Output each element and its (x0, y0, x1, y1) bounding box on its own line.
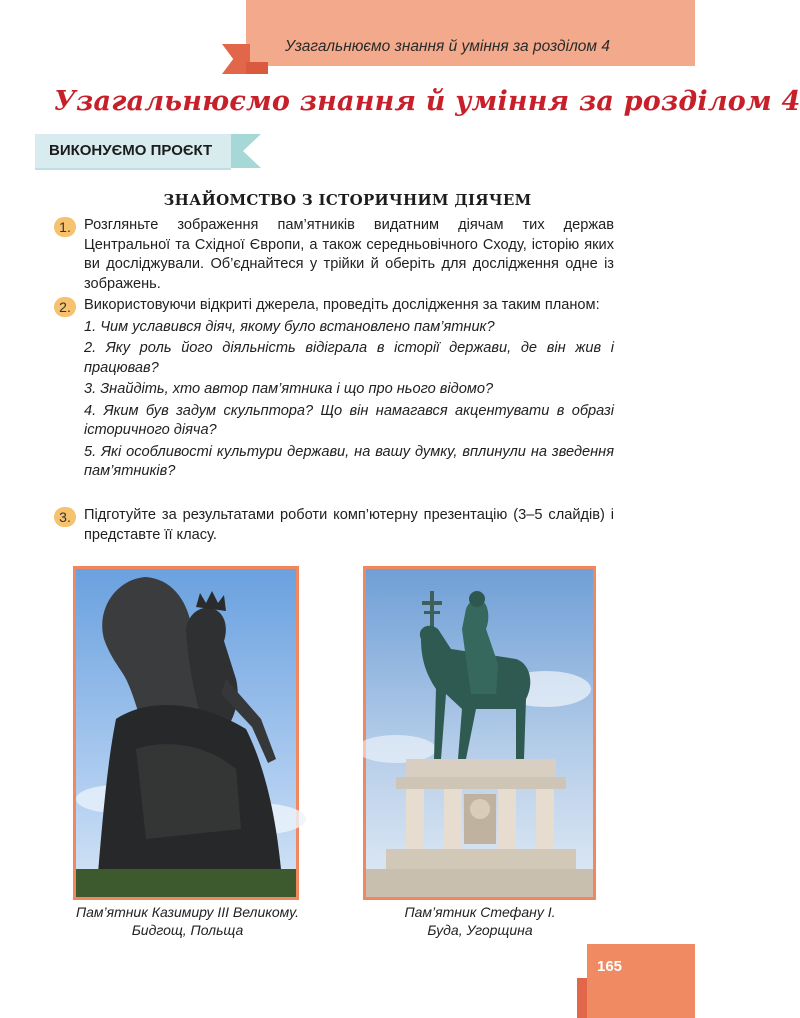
project-label (35, 134, 231, 168)
caption-line: Пам’ятник Стефану І. (404, 904, 556, 920)
statue-illustration (76, 569, 296, 897)
figure-caption (350, 903, 610, 939)
plan-item: 1. Чим уславився діяч, якому було встановлено пам’ятник? (84, 318, 495, 335)
task-text: Розгляньте зображення пам’ятників видатним діячам тих держав Центральної та Східної Європи, а також середньовічного Сходу, історію яких ви досліджували. Об’єднайтеся у трійки й оберіть для дослідження одне із зображень. (84, 217, 614, 292)
caption-line: Пам’ятник Казимиру III Великому. (75, 904, 300, 920)
task-number-badge: 3. (54, 507, 76, 527)
task-item (54, 506, 614, 545)
plan-item: 5. Які особливості культури держави, на вашу думку, вплинули на зведення пам’ятників? (84, 443, 614, 479)
project-label-flag (231, 134, 261, 168)
task-text: Підготуйте за результатами роботи комп’ютерну презентацію (3–5 слайдів) і представте її класу. (84, 507, 614, 543)
page-number-box (587, 944, 695, 1018)
monument-photo-stephen (363, 566, 596, 900)
task-item (54, 216, 614, 294)
section-heading: ЗНАЙОМСТВО З ІСТОРИЧНИМ ДІЯЧЕМ (163, 191, 532, 209)
task-item (54, 296, 614, 482)
project-label-underline (35, 168, 231, 170)
task-number-badge: 2. (54, 297, 76, 317)
plan-item: 4. Яким був задум скульптора? Що він намагався акцентувати в образі історичного діяча? (84, 402, 614, 438)
plan-item: 3. Знайдіть, хто автор пам’ятника і що про нього відомо? (84, 381, 494, 397)
caption-line: Буда, Угорщина (427, 922, 533, 938)
task-number-badge: 1. (54, 217, 76, 237)
running-title: Узагальнюємо знання й уміння за розділом 4 (285, 38, 610, 55)
header-ribbon-fold (246, 62, 268, 74)
plan-item: 2. Яку роль його діяльність відіграла в історії держави, де він жив і працював? (84, 340, 614, 376)
statue-illustration (366, 569, 593, 897)
caption-line: Бидгощ, Польща (131, 922, 244, 938)
project-label-text: ВИКОНУЄМО ПРОЄКТ (49, 142, 213, 159)
task-text: Використовуючи відкриті джерела, проведіть дослідження за таким планом: (84, 297, 600, 313)
header-band (246, 0, 695, 66)
chapter-title: Узагальнюємо знання й уміння за розділом 4 (54, 86, 800, 117)
figure-caption (45, 903, 330, 939)
monument-photo-casimir (73, 566, 299, 900)
page-number: 165 (597, 958, 623, 975)
